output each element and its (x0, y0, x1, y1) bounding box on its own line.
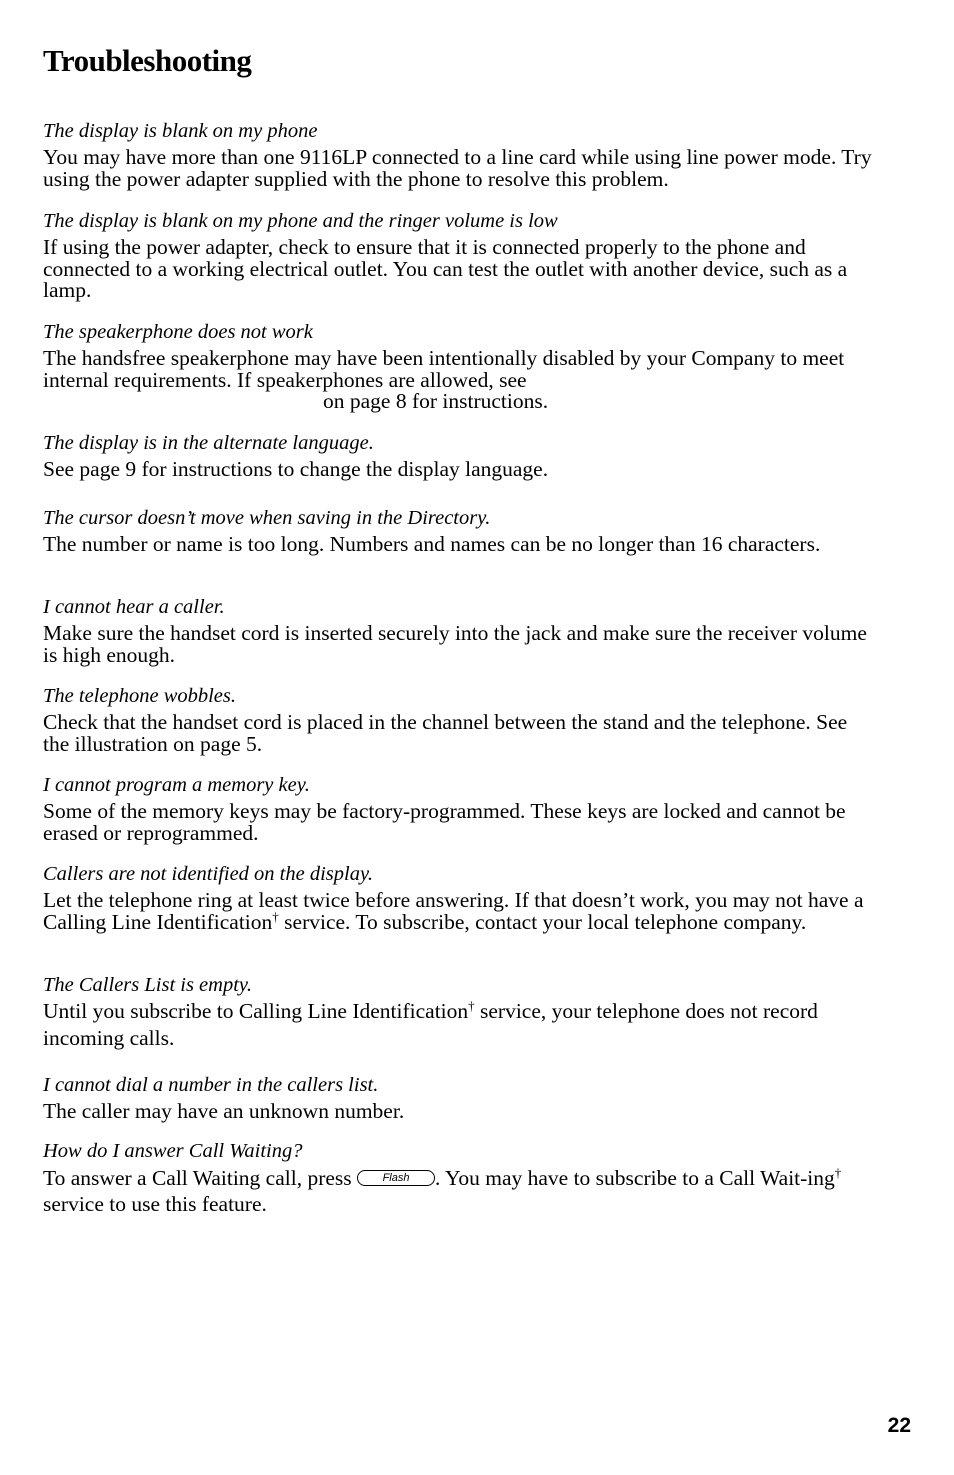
faq-question: The telephone wobbles. (43, 685, 237, 707)
dagger-mark: † (272, 908, 279, 924)
faq-answer: The number or name is too long. Numbers and names can be no longer than 16 characters. (43, 532, 821, 556)
faq-item (43, 432, 873, 481)
faq-item (43, 1140, 873, 1217)
faq-item (43, 120, 873, 190)
faq-answer-text: service to use this feature. (43, 1192, 267, 1216)
faq-question: The Callers List is empty. (43, 974, 253, 996)
faq-question: Callers are not identified on the display. (43, 863, 374, 885)
faq-answer-text: Let the telephone ring at least twice before answering. If that doesn’t work, you may not have a Calling Line Identification (43, 888, 864, 934)
faq-answer (43, 998, 873, 1052)
faq-question: The display is in the alternate language. (43, 432, 374, 454)
dagger-mark: † (834, 1165, 842, 1180)
faq-item (43, 1074, 873, 1123)
faq-answer-text: To answer a Call Waiting call, press (43, 1166, 358, 1190)
faq-item (43, 321, 873, 413)
faq-question: The cursor doesn’t move when saving in the Directory. (43, 507, 491, 529)
faq-question: The display is blank on my phone (43, 120, 318, 142)
faq-answer-text: on page 8 for instructions. (323, 389, 549, 413)
faq-item (43, 210, 873, 302)
faq-answer: Check that the handset cord is placed in the channel between the stand and the telephone. See the illustration on page 5. (43, 710, 848, 756)
faq-item (43, 685, 873, 755)
faq-answer: The caller may have an unknown number. (43, 1099, 405, 1123)
faq-item (43, 974, 873, 1052)
faq-answer: See page 9 for instructions to change the display language. (43, 457, 549, 481)
page-number: 22 (887, 1414, 911, 1437)
faq-question: The display is blank on my phone and the ringer volume is low (43, 210, 558, 232)
flash-key-icon: Flash (357, 1170, 435, 1186)
faq-question: I cannot dial a number in the callers list. (43, 1074, 379, 1096)
faq-answer (43, 348, 873, 413)
dagger-mark: † (468, 998, 475, 1013)
faq-question: The speakerphone does not work (43, 321, 313, 343)
faq-answer (43, 1165, 873, 1217)
faq-item (43, 507, 873, 556)
faq-answer: If using the power adapter, check to ensure that it is connected properly to the phone and connected to a working electrical outlet. You can test the outlet with another device, such as a lamp. (43, 235, 848, 302)
faq-question: I cannot hear a caller. (43, 596, 225, 618)
faq-answer-text: service. To subscribe, contact your local telephone company. (278, 909, 807, 934)
faq-answer: You may have more than one 9116LP connected to a line card while using line power mode. Try using the power adapter supplied with the phone to resolve this problem. (43, 145, 872, 191)
faq-item (43, 774, 873, 844)
faq-answer-text: . You may have to subscribe to a Call Wait-ing (435, 1166, 835, 1190)
page-title: Troubleshooting (43, 43, 252, 78)
faq-item (43, 596, 873, 666)
faq-answer: Some of the memory keys may be factory-programmed. These keys are locked and cannot be erased or reprogrammed. (43, 799, 846, 845)
faq-answer-text: The handsfree speakerphone may have been intentionally disabled by your Company to meet internal requirements. If speakerphones are allowed, see (43, 346, 845, 392)
faq-answer: Make sure the handset cord is inserted securely into the jack and make sure the receiver volume is high enough. (43, 621, 867, 667)
faq-question: I cannot program a memory key. (43, 774, 310, 796)
faq-question: How do I answer Call Waiting? (43, 1140, 303, 1162)
faq-item (43, 863, 873, 933)
faq-answer (43, 890, 873, 933)
faq-answer-text: service, your telephone does not record incoming calls. (43, 999, 818, 1050)
faq-answer-text: Until you subscribe to Calling Line Identification (43, 999, 469, 1023)
